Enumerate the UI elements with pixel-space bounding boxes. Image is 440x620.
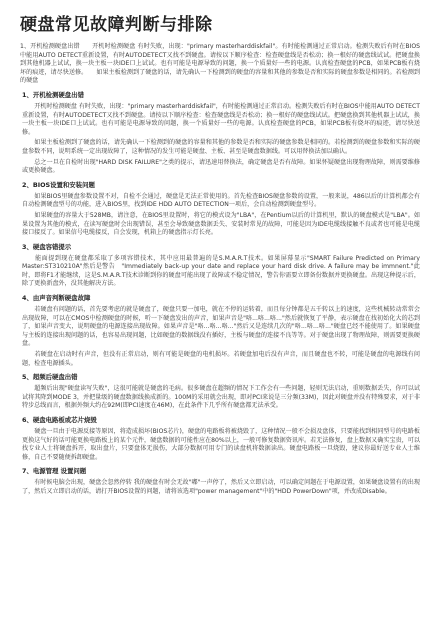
section <box>20 373 420 411</box>
section-paragraph: 有时候电脑会出现，硬盘会忽然停转 我的硬盘有时会无故"嘟"一声停了，然后又立即启动，可以确定问题在于电源设置，如果硬盘设置有的出现了，然后又立即启动的话，请打开BIOS设置的问题，请将该选项"power management"中的"HDD PowerDown"项，并改成Disable。 <box>22 479 420 495</box>
section-heading: 2、BIOS设置和安装问题 <box>22 180 95 189</box>
section-heading: 1、开机检测硬盘出错 <box>22 90 84 99</box>
section-paragraph: 能面提到现在硬盘都采取了多项容错技术，其中应用最普遍的是S.M.A.R.T技术。如果屏幕显示"SMART Failure Predicted on Primary Master:ST310210A"然后是警告 "Immediately back-up your date and replace your hard disk drive. A failure may be immnent."此时，即将F1才能继续，这是S.M.A.R.T技术诊断到你的硬盘可能出现了故障或不稳定情况，警告你需要立即备份数据并更换硬盘。出现这种提示后，除了更换新盘外，没其他解决方法。 <box>22 254 420 288</box>
sections-container <box>20 91 420 497</box>
section-paragraph: 硬盘一旦由于电源反接等原因，将造成损坏(BIOS芯片)，硬盘的电路板将被烧毁了，这种情况一般不会损及盘体，只要能找到相同型号的电路板更换这气好的话可能更换电路板上的某个元件，硬盘数据的可能性应在80%以上，一般可修复数据资讯库。若无法修复，盘上数据又确实宝贵，可以找专业人士将硬盘拆开，取出盘片，只要盘体无损伤，大部分数据可用专门的读盘机将数据读出。硬盘电路板一旦烧毁，建议你最好送专业人士维修，自己不要随便拆卸硬盘。 <box>22 428 420 461</box>
section <box>20 243 420 289</box>
section-paragraph: 超频后出现"硬盘读写失败"，这很可能就是硬盘的毛病。很多硬盘在超频的情况下工作会有一些问题，轻则无法启动，重则数据丢失，你可以试试将其降到MODE 3，并把量级的硬盘数据线换成新的。100M的采用就会出现，即对PCI来说是三分频(33M)，因此对硬盘并没有特殊要求，对于非特步总线而言，根据外频大约在92M(即PCI速度在46M)，在此条件下几乎所有硬盘都无法承受。 <box>22 385 420 410</box>
section-paragraph: 开机时检测硬盘 有时失败，出现："primary masterharddiskfail"，有时能检测通过正常启动。检测失败后有时在BIOS中能用AUTO DETECT重新设置，有时AUTODETECT又找不到硬盘。请按以下顺序检查：检查硬盘线是否松动；换一根好的硬盘线试试。把硬盘换到其他机器上试试，换一块主板一块IDE口上试试。也有可能是电源导致的问题，换一个质量好一些的电源。认真检查硬盘的PCB，如果PCB板有烧坏的痕迹，请尽快送修。 <box>22 102 420 136</box>
section-paragraph: 如果BIOS里硬盘参数设置不对，自检不会通过，硬盘是无法正常使用的。首先检查BIOS硬盘参数的设置，一般来说，486以后的计算机都会有自动检测硬盘型号的功能，进入BIOS里，找到IDE HDD AUTO DETECTION一项后，会自动检测到硬盘型号。 <box>22 192 420 209</box>
section <box>20 294 420 368</box>
section-heading: 3、硬盘容错提示 <box>22 242 72 251</box>
section-paragraph: 如果硬盘的容量大于528MB，请注意，在BIOS里设置时，将它的模式设为"LBA"，在Pentium以后的计算机里，默认的硬盘模式是"LBA"。如果设置为其他的模式，在读写硬盘时会出现错误，甚至会导致硬盘数据丢失、安装时常见的故障，可能是因为IDE电缆线接触不良或者也可能是电缆接口接反了。如果信号电缆接反，自会发现，机箱上的硬盘指示灯长亮。 <box>22 211 420 237</box>
section-heading: 4、由声音判断硬盘故障 <box>22 294 91 303</box>
section <box>20 91 420 176</box>
section-paragraph: 若硬盘在启动时有声音，但没有正常启动，则有可能是硬盘的电机损坏。若硬盘加电后没有声音，而且硬盘也不转，可能是硬盘的电源线有问题，检查电源插头。 <box>22 351 420 367</box>
section <box>20 181 420 238</box>
section-paragraph: 总之一旦在自检时出现"HARD DISK FAILURE"之类的提示，请迅速用替换法，确定硬盘是否有故障。如果怀疑硬盘出现物理故障，则需要维修或更换硬盘。 <box>22 158 420 175</box>
section-heading: 7、电源管理 设置问题 <box>22 467 87 476</box>
document-title: 硬盘常见故障判断与排除 <box>20 15 213 35</box>
section-heading: 5、超频后硬盘出错 <box>22 373 78 382</box>
section-heading: 6、硬盘电路板或芯片烧毁 <box>22 416 97 424</box>
intro-paragraph: 1、开机检测硬盘出错 开机时检测硬盘 有时失败，出现："primary masterharddiskfail"。有时能检测通过正常启动。检测失败后有时在BIOS中能用AUTO DETECT重新设置，有时AUTODETECT又找不到硬盘。请按以下顺序检查：检查硬盘线是否松动；换一根好的硬盘线试试。把硬盘换到其他机器上试试，换一块主板一块IDE口上试试。也有可能是电源导致的问题，换一个质量好一些的电源。认真检查硬盘的PCB，如果PCB板有烧坏的痕迹，请尽快送修。 如果主板检测到了硬盘的话，请先确认一下检测到的硬盘的容量和其他的参数是否和实际的硬盘参数是相同的。若检测到的硬盘 <box>20 43 420 85</box>
section-paragraph: 如果主板检测到了硬盘的话，请先确认一下检测到的硬盘的容量和其他的参数是否和实际的硬盘参数是相同的。若检测到的硬盘参数和实际的硬盘参数不同，说明系统一定出现故障了，这种情况的发生可能是硬盘、主板、甚至是硬盘数据线。可以用替换法加以确认。 <box>22 139 420 155</box>
section <box>20 416 420 462</box>
section <box>20 467 420 496</box>
section-paragraph: 若硬盘有问题的话，首先要考虑的就是硬盘了，硬盘只要一加电，就在不停的运转着，而且每分钟都是五千转以上的速度，这些机械转动常常会出现故障，可以在CMOS中检测硬盘的时候，听一下硬盘发出的声音，如果声音是"咯...咯...咯..."然后就恢复了平静，表示硬盘在找初始化大的芯到了，如果声音变大，说明硬盘的电源连接出现故障。如果声音是"咯...咯...咯..."然后又是连续几次的"咯...咯...咯..."硬盘已经不能使用了。如果硬盘与主板的连接出现问题的话，也容易出现问题，比如硬盘的数据线没有插好，主板与硬盘的连接不良等等。对于硬盘出现了物理故障，则需要更换硬盘。 <box>22 306 420 348</box>
